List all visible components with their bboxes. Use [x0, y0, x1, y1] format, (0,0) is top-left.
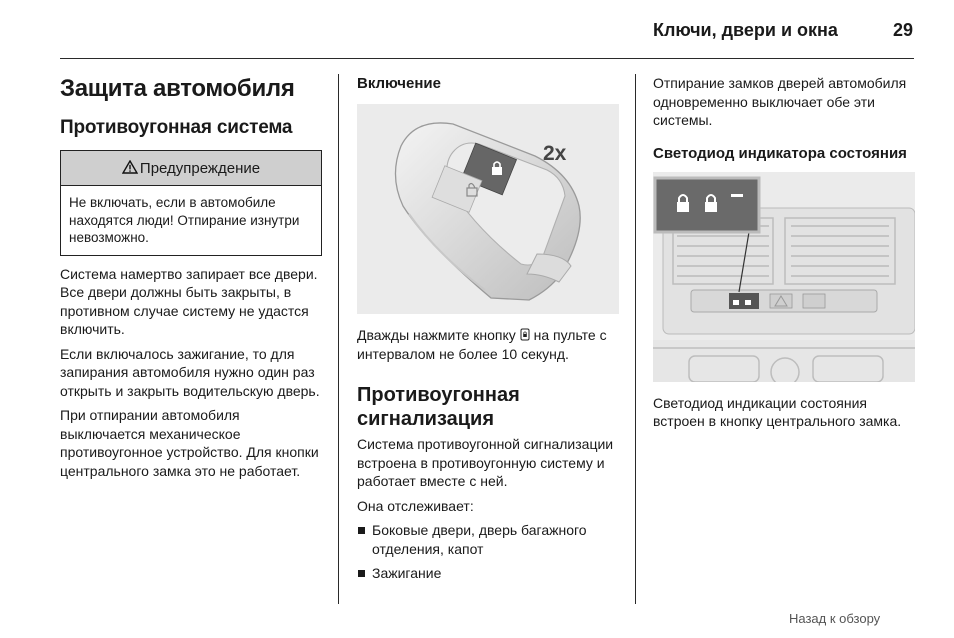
section-title: Ключи, двери и окна	[653, 20, 838, 40]
warning-box	[60, 150, 322, 256]
dashboard-illustration	[653, 172, 915, 382]
back-to-overview-link[interactable]: Назад к обзору	[789, 611, 881, 626]
column-divider-1	[338, 74, 339, 604]
instruction-text: Дважды нажмите кнопку на пульте с интервалом не более 10 секунд.	[357, 327, 607, 362]
warning-heading: Предупреждение	[139, 160, 261, 177]
paragraph: Система намертво запирает все двери. Все двери должны быть закрыты, в противном случае систему не удастся включить.	[60, 265, 318, 337]
header-rule	[60, 58, 914, 59]
alarm-description: Система противоугонной сигнализации встроена в противоугонную систему и работает вместе с ней.	[357, 436, 614, 489]
column-right	[653, 74, 915, 437]
alarm-heading: Противоугонная сигнализация	[357, 384, 520, 430]
monitors-label: Она отслеживает:	[357, 497, 474, 514]
led-heading: Светодиод индикатора состояния	[653, 144, 907, 162]
paragraph: При отпирании автомобиля выключается механическое противоугонное устройство. Для кнопки центрального замка это не работает.	[60, 407, 319, 479]
section-heading: Противоугонная система	[60, 117, 293, 138]
column-left	[60, 74, 322, 486]
press-count-label: 2x	[543, 142, 567, 165]
page-title: Защита автомобиля	[60, 75, 295, 102]
monitored-list	[357, 521, 619, 583]
list-item: Зажигание	[357, 564, 619, 583]
key-lock-icon	[520, 327, 530, 343]
column-middle	[357, 74, 619, 589]
warning-text: Не включать, если в автомобиле находятся люди! Отпирание изнутри невозможно.	[69, 195, 300, 245]
key-fob-illustration	[357, 104, 619, 314]
activation-heading: Включение	[357, 75, 441, 92]
list-item: Боковые двери, дверь багажного отделения, капот	[357, 521, 619, 558]
warning-header	[61, 151, 321, 186]
column-divider-2	[635, 74, 636, 604]
paragraph: Если включалось зажигание, то для запирания автомобиля нужно один раз открыть и закрыть водительскую дверь.	[60, 345, 320, 399]
page-number: 29	[893, 20, 914, 40]
led-description: Светодиод индикации состояния встроен в кнопку центрального замка.	[653, 394, 902, 429]
intro-paragraph: Отпирание замков дверей автомобиля одновременно выключает обе эти системы.	[653, 75, 907, 128]
warning-triangle-icon	[122, 160, 138, 177]
